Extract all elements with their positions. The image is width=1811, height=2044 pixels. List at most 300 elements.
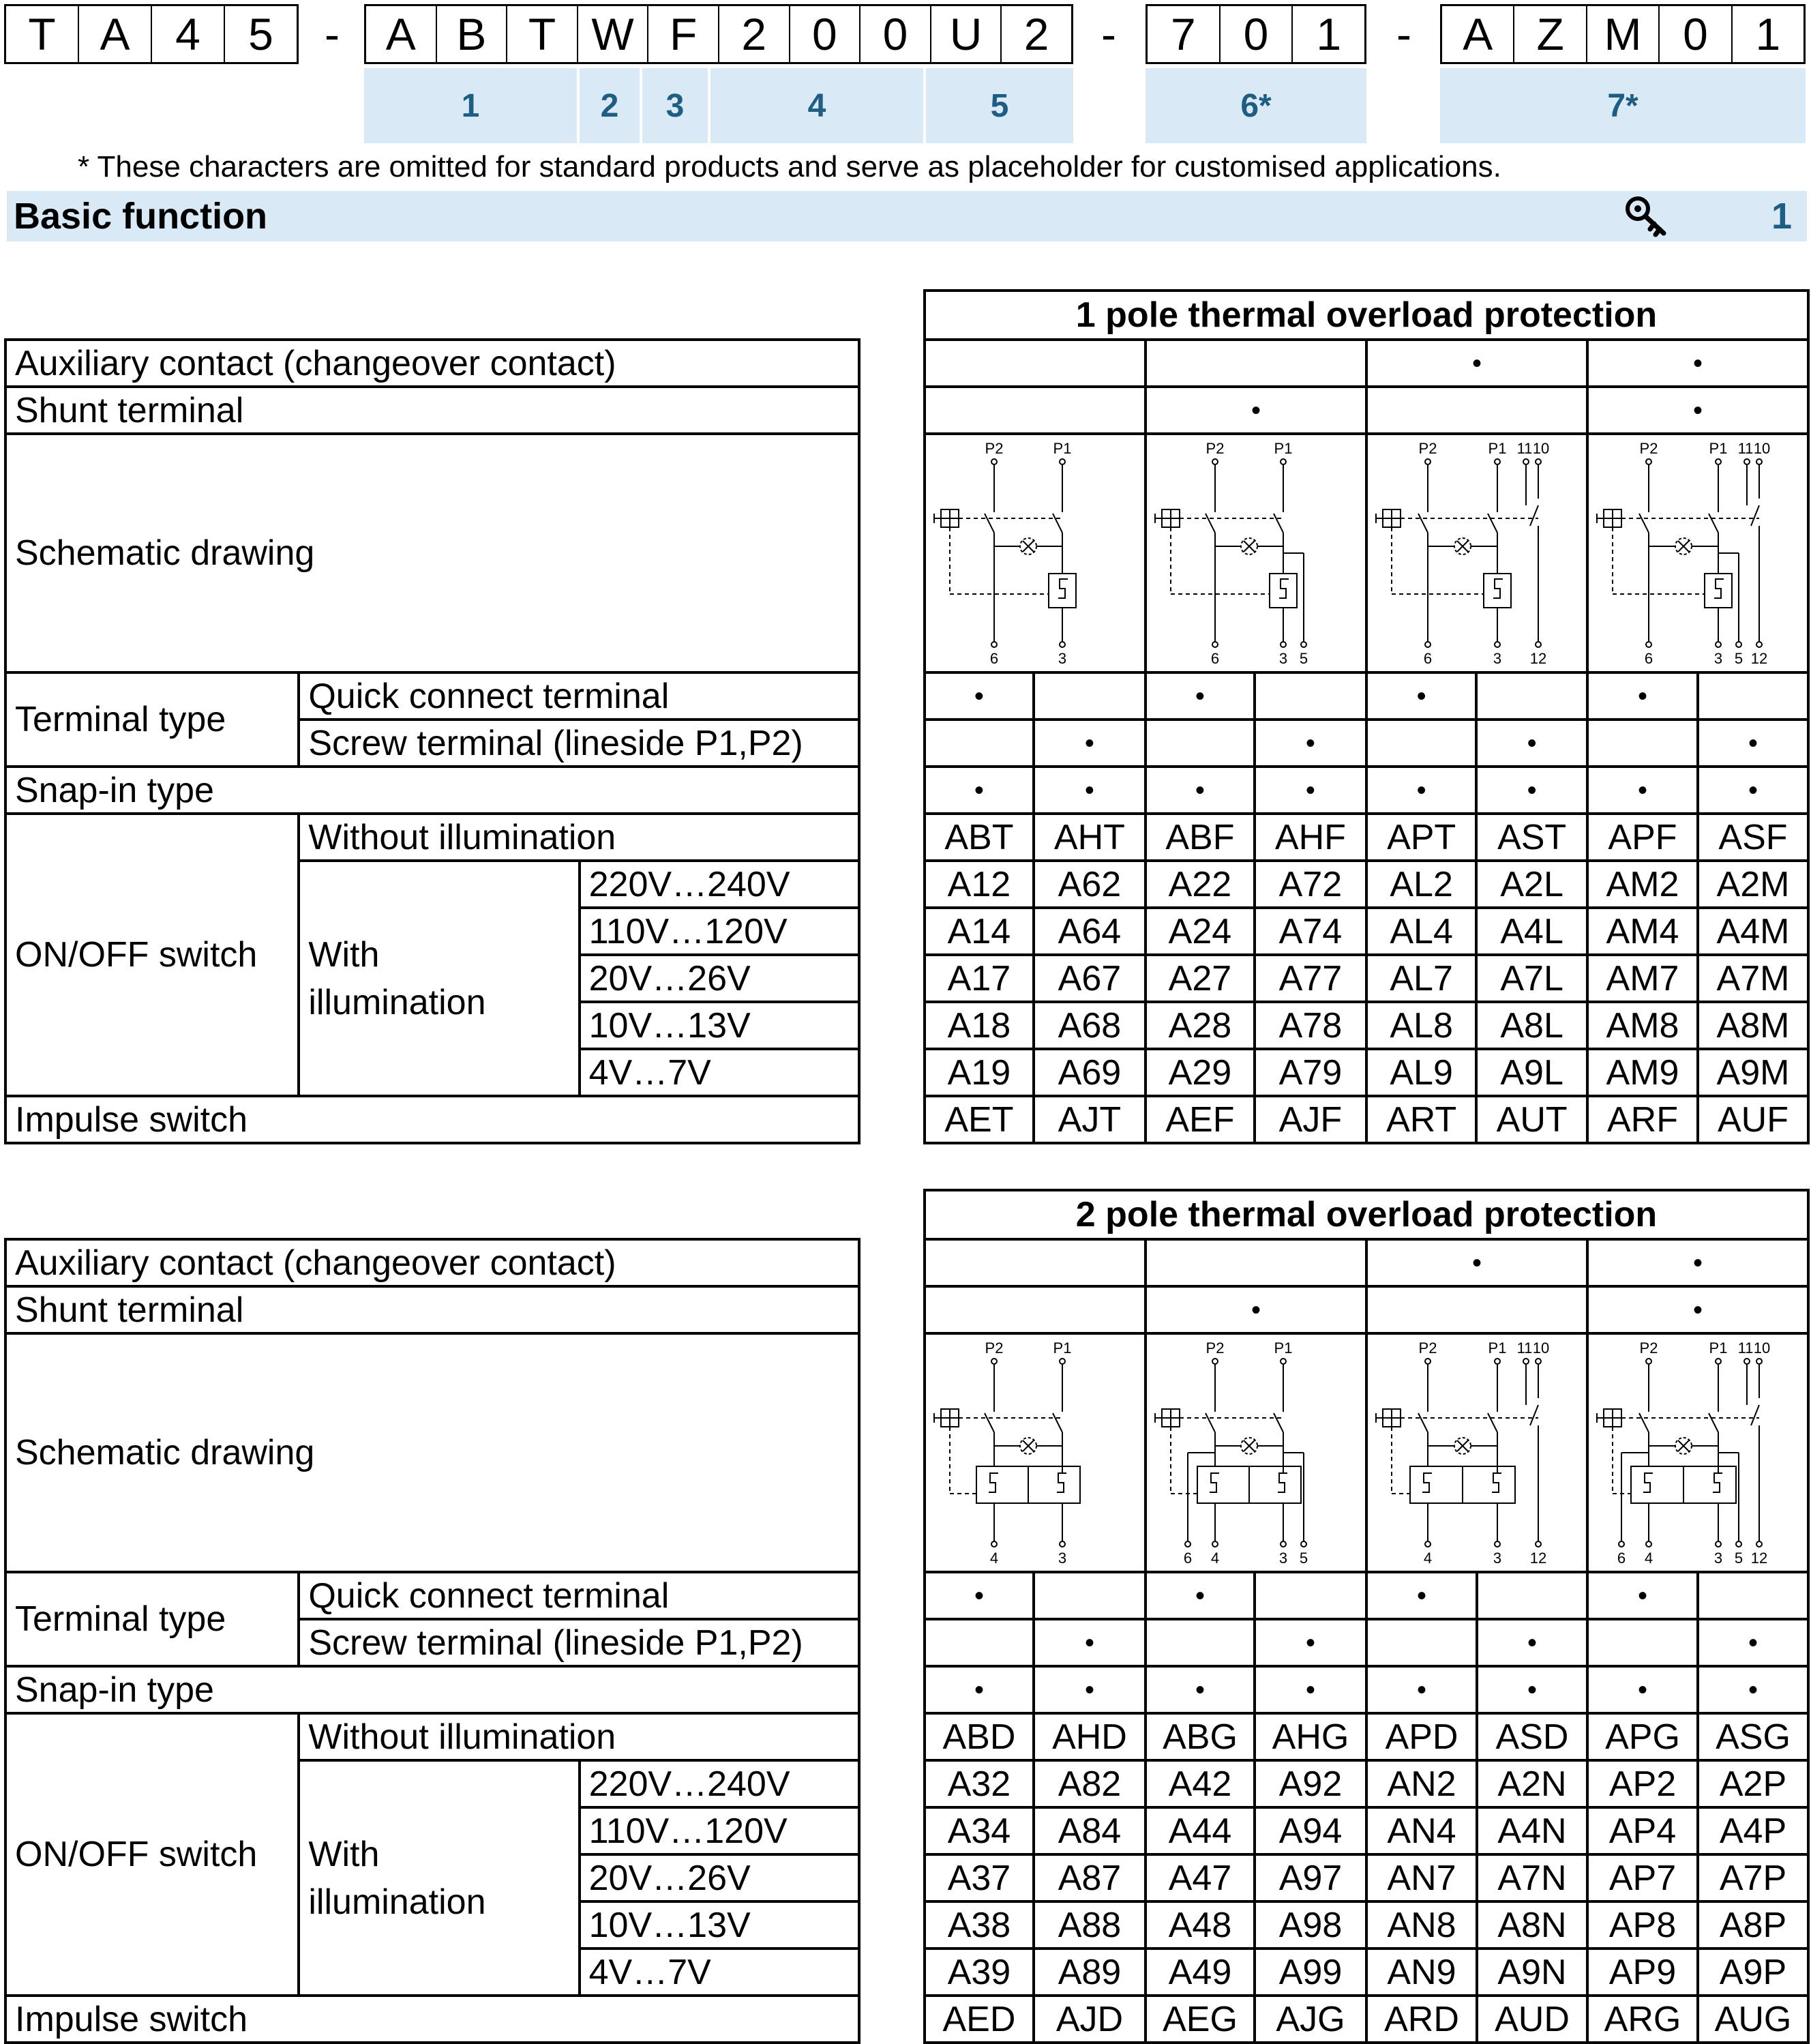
option-cell: • <box>1587 767 1698 814</box>
code-cell: A92 <box>1255 1760 1366 1807</box>
with-row <box>925 1901 1808 1949</box>
code-cell: A22 <box>1146 861 1255 908</box>
code-cell: ARD <box>1366 1996 1477 2043</box>
code-cell: ABT <box>925 814 1034 861</box>
terminal-label: 5 <box>1299 650 1308 667</box>
terminal-label: P2 <box>1418 440 1437 457</box>
option-cell: • <box>925 1666 1034 1713</box>
code-cell: AP7 <box>1587 1854 1698 1901</box>
schematic-drawing <box>1366 1333 1587 1572</box>
code-cell: A82 <box>1034 1760 1146 1807</box>
option-cell: • <box>1146 672 1255 720</box>
aux-row <box>925 340 1808 387</box>
code-char: F <box>647 6 718 62</box>
impulse-row <box>925 1096 1808 1143</box>
code-cell: AN8 <box>1366 1901 1477 1949</box>
code-cell: A12 <box>925 861 1034 908</box>
screw-row <box>925 1619 1808 1666</box>
code-cell: A7L <box>1476 955 1587 1002</box>
schematic-svg <box>926 1337 1144 1569</box>
code-cell: A28 <box>1146 1002 1255 1049</box>
aux-cell: • <box>1587 1239 1808 1286</box>
code-cell: AUT <box>1476 1096 1587 1143</box>
option-cell: • <box>1587 1572 1698 1619</box>
option-cell <box>1587 720 1698 767</box>
with-row <box>925 1002 1808 1049</box>
schematic-svg <box>926 437 1144 669</box>
code-group-1 <box>4 4 299 64</box>
code-cell: A8L <box>1476 1002 1587 1049</box>
label-snap: Snap-in type <box>5 767 859 814</box>
label-voltage: 10V…13V <box>580 1002 859 1049</box>
code-cell: A9N <box>1477 1949 1587 1996</box>
option-cell: • <box>1476 720 1587 767</box>
terminal-label: P1 <box>1274 440 1293 457</box>
code-cell: ABG <box>1146 1713 1255 1760</box>
code-cell: AHG <box>1255 1713 1366 1760</box>
code-cell: A24 <box>1146 908 1255 955</box>
schematic-svg <box>1368 437 1586 669</box>
with-row <box>925 861 1808 908</box>
position-label: 6* <box>1146 68 1366 143</box>
terminal-label: P1 <box>1709 1339 1728 1357</box>
code-cell: A42 <box>1146 1760 1255 1807</box>
terminal-label: 3 <box>1493 1550 1502 1567</box>
code-char: M <box>1586 6 1658 62</box>
option-cell: • <box>1476 767 1587 814</box>
code-cell: A87 <box>1034 1854 1146 1901</box>
schematic-svg <box>1368 1337 1586 1569</box>
position-label: 3 <box>642 68 708 143</box>
code-cell: AN4 <box>1366 1807 1477 1854</box>
code-char: T <box>28 9 56 59</box>
shunt-cell <box>1366 387 1587 434</box>
code-cell: A39 <box>925 1949 1034 1996</box>
terminal-label: 6 <box>989 650 999 667</box>
footnote: * These characters are omitted for standard products and serve as placeholder for customised applications. <box>78 150 1501 183</box>
label-without: Without illumination <box>299 1713 859 1760</box>
label-voltage: 4V…7V <box>580 1049 859 1096</box>
schematic-svg <box>1589 437 1807 669</box>
option-cell: • <box>1587 672 1698 720</box>
code-cell: AP2 <box>1587 1760 1698 1807</box>
code-char: 0 <box>859 6 930 62</box>
shunt-cell <box>1366 1286 1587 1333</box>
terminal-label: 11 <box>1516 440 1533 457</box>
shunt-cell <box>925 1286 1146 1333</box>
code-char: 0 <box>1219 6 1292 62</box>
terminal-label: 10 <box>1532 440 1550 457</box>
code-cell: AP4 <box>1587 1807 1698 1854</box>
with-row <box>925 955 1808 1002</box>
aux-cell: • <box>1587 340 1808 387</box>
option-cell <box>1034 1572 1146 1619</box>
code-cell: APT <box>1366 814 1476 861</box>
key-icon <box>1624 195 1668 237</box>
code-cell: A27 <box>1146 955 1255 1002</box>
code-char: 4 <box>151 6 224 62</box>
code-char: Z <box>1513 6 1585 62</box>
code-cell: AL7 <box>1366 955 1476 1002</box>
code-cell: A9L <box>1476 1049 1587 1096</box>
position-label: 2 <box>580 68 640 143</box>
code-char: 1 <box>1291 6 1364 62</box>
with-row <box>925 1807 1808 1854</box>
table1-data <box>923 289 1810 1144</box>
code-cell: A72 <box>1255 861 1366 908</box>
aux-cell: • <box>1366 1239 1587 1286</box>
code-separator: - <box>1101 9 1116 59</box>
shunt-cell: • <box>1146 1286 1366 1333</box>
label-quick: Quick connect terminal <box>299 1572 859 1619</box>
code-group-2 <box>364 4 1073 64</box>
code-cell: A38 <box>925 1901 1034 1949</box>
code-cell: AHF <box>1255 814 1366 861</box>
shunt-cell <box>925 387 1146 434</box>
terminal-label: 5 <box>1299 1550 1308 1567</box>
code-cell: A44 <box>1146 1807 1255 1854</box>
aux-cell <box>1146 1239 1366 1286</box>
label-aux: Auxiliary contact (changeover contact) <box>5 340 859 387</box>
option-cell <box>1698 672 1808 720</box>
label-voltage: 110V…120V <box>580 908 859 955</box>
code-cell: A18 <box>925 1002 1034 1049</box>
shunt-cell: • <box>1146 387 1366 434</box>
label-onoff: ON/OFF switch <box>5 814 299 1096</box>
terminal-label: 3 <box>1058 1550 1067 1567</box>
option-cell: • <box>1477 1666 1587 1713</box>
option-cell: • <box>1698 767 1808 814</box>
label-screw: Screw terminal (lineside P1,P2) <box>299 720 859 767</box>
code-char: 0 <box>1658 6 1731 62</box>
label-with: With illumination <box>299 1760 579 1996</box>
code-cell: A14 <box>925 908 1034 955</box>
code-cell: A62 <box>1034 861 1146 908</box>
without-row <box>925 1713 1808 1760</box>
code-cell: A4P <box>1698 1807 1808 1854</box>
table2-data <box>923 1189 1810 2044</box>
option-cell: • <box>1698 1619 1808 1666</box>
position-label: 5 <box>926 68 1073 143</box>
snap-row <box>925 1666 1808 1713</box>
terminal-label: P1 <box>1709 440 1728 457</box>
terminal-label: 4 <box>1644 1550 1653 1567</box>
code-cell: A8P <box>1698 1901 1808 1949</box>
code-cell: A8N <box>1477 1901 1587 1949</box>
option-cell: • <box>925 1572 1034 1619</box>
code-cell: A8M <box>1698 1002 1808 1049</box>
code-group-4 <box>1440 4 1806 64</box>
terminal-label: 12 <box>1750 650 1768 667</box>
code-char: 2 <box>1000 6 1071 62</box>
code-cell: AJG <box>1255 1996 1366 2043</box>
code-char: U <box>930 6 1001 62</box>
schematic-drawing <box>1146 434 1366 672</box>
code-cell: A47 <box>1146 1854 1255 1901</box>
with-row <box>925 908 1808 955</box>
label-screw: Screw terminal (lineside P1,P2) <box>299 1619 859 1666</box>
option-cell: • <box>1146 1572 1255 1619</box>
label-terminal-type: Terminal type <box>5 672 299 767</box>
position-label: 1 <box>364 68 577 143</box>
option-cell: • <box>1698 1666 1808 1713</box>
label-voltage: 220V…240V <box>580 861 859 908</box>
option-cell: • <box>925 672 1034 720</box>
code-cell: AEG <box>1146 1996 1255 2043</box>
option-cell <box>1698 1572 1808 1619</box>
code-cell: AM8 <box>1587 1002 1698 1049</box>
terminal-label: 4 <box>1423 1550 1433 1567</box>
option-cell: • <box>1477 1619 1587 1666</box>
code-cell: AL9 <box>1366 1049 1476 1096</box>
label-schematic: Schematic drawing <box>5 1333 859 1572</box>
option-cell: • <box>1366 1572 1477 1619</box>
option-cell <box>1366 1619 1477 1666</box>
code-cell: A77 <box>1255 955 1366 1002</box>
option-cell <box>925 1619 1034 1666</box>
terminal-label: P2 <box>985 1339 1004 1357</box>
code-cell: A7M <box>1698 955 1808 1002</box>
code-cell: A2N <box>1477 1760 1587 1807</box>
code-cell: A4N <box>1477 1807 1587 1854</box>
terminal-label: 5 <box>1734 1550 1743 1567</box>
code-cell: AJT <box>1034 1096 1146 1143</box>
code-cell: A4L <box>1476 908 1587 955</box>
terminal-label: 11 <box>1737 1339 1754 1357</box>
code-cell: APG <box>1587 1713 1698 1760</box>
position-label: 7* <box>1440 68 1806 143</box>
terminal-label: 3 <box>1713 1550 1723 1567</box>
option-cell: • <box>1698 720 1808 767</box>
code-cell: AM7 <box>1587 955 1698 1002</box>
table1-labels <box>4 338 860 1144</box>
code-separator: - <box>325 9 340 59</box>
option-cell <box>1476 672 1587 720</box>
code-char: T <box>506 6 577 62</box>
code-char: W <box>577 6 648 62</box>
code-cell: A37 <box>925 1854 1034 1901</box>
terminal-label: 6 <box>1210 650 1220 667</box>
section-title: Basic function <box>14 196 268 237</box>
terminal-label: 3 <box>1278 1550 1288 1567</box>
code-char: A <box>78 6 151 62</box>
code-cell: AL4 <box>1366 908 1476 955</box>
code-cell: AST <box>1476 814 1587 861</box>
with-row <box>925 1049 1808 1096</box>
option-cell: • <box>1034 1619 1146 1666</box>
code-cell: ABD <box>925 1713 1034 1760</box>
label-voltage: 110V…120V <box>580 1807 859 1854</box>
terminal-label: P2 <box>985 440 1004 457</box>
terminal-label: 6 <box>1644 650 1653 667</box>
option-cell: • <box>1034 767 1146 814</box>
option-cell <box>1034 672 1146 720</box>
label-onoff: ON/OFF switch <box>5 1713 299 1996</box>
label-voltage: 10V…13V <box>580 1901 859 1949</box>
aux-row <box>925 1239 1808 1286</box>
schematic-drawing <box>1366 434 1587 672</box>
quick-row <box>925 1572 1808 1619</box>
option-cell: • <box>1366 767 1476 814</box>
code-cell: ASG <box>1698 1713 1808 1760</box>
terminal-label: 10 <box>1753 1339 1771 1357</box>
code-cell: AL2 <box>1366 861 1476 908</box>
schematic-row <box>925 434 1808 672</box>
shunt-cell: • <box>1587 1286 1808 1333</box>
code-cell: A48 <box>1146 1901 1255 1949</box>
terminal-label: P2 <box>1639 440 1658 457</box>
schematic-svg <box>1589 1337 1807 1569</box>
option-cell: • <box>1255 720 1366 767</box>
terminal-label: P2 <box>1206 440 1225 457</box>
with-row <box>925 1854 1808 1901</box>
code-cell: AHD <box>1034 1713 1146 1760</box>
aux-cell <box>925 340 1146 387</box>
code-cell: AJF <box>1255 1096 1366 1143</box>
code-cell: A78 <box>1255 1002 1366 1049</box>
code-cell: A17 <box>925 955 1034 1002</box>
code-cell: A84 <box>1034 1807 1146 1854</box>
code-cell: AN2 <box>1366 1760 1477 1807</box>
terminal-label: 6 <box>1617 1550 1626 1567</box>
code-char: 5 <box>224 6 297 62</box>
label-snap: Snap-in type <box>5 1666 859 1713</box>
terminal-label: 6 <box>1423 650 1433 667</box>
terminal-label: 10 <box>1532 1339 1550 1357</box>
code-char: A <box>385 9 416 59</box>
code-cell: AP8 <box>1587 1901 1698 1949</box>
code-cell: A97 <box>1255 1854 1366 1901</box>
code-cell: A4M <box>1698 908 1808 955</box>
code-cell: A9M <box>1698 1049 1808 1096</box>
terminal-label: 3 <box>1713 650 1723 667</box>
code-cell: AP9 <box>1587 1949 1698 1996</box>
table-title: 1 pole thermal overload protection <box>925 291 1808 340</box>
option-cell: • <box>925 767 1034 814</box>
schematic-drawing <box>925 434 1146 672</box>
option-cell <box>925 720 1034 767</box>
option-cell: • <box>1255 1619 1366 1666</box>
terminal-label: P1 <box>1053 1339 1072 1357</box>
code-cell: A79 <box>1255 1049 1366 1096</box>
code-cell: A89 <box>1034 1949 1146 1996</box>
option-cell: • <box>1366 672 1476 720</box>
snap-row <box>925 767 1808 814</box>
terminal-label: P2 <box>1639 1339 1658 1357</box>
label-voltage: 20V…26V <box>580 955 859 1002</box>
schematic-drawing <box>1587 1333 1808 1572</box>
code-cell: AJD <box>1034 1996 1146 2043</box>
option-cell <box>1146 720 1255 767</box>
code-cell: A64 <box>1034 908 1146 955</box>
code-group-3 <box>1146 4 1366 64</box>
code-cell: A99 <box>1255 1949 1366 1996</box>
option-cell <box>1587 1619 1698 1666</box>
label-impulse: Impulse switch <box>5 1996 859 2043</box>
terminal-label: 12 <box>1529 650 1547 667</box>
terminal-label: 4 <box>1210 1550 1220 1567</box>
code-char: 7 <box>1170 9 1196 59</box>
terminal-label: 4 <box>989 1550 999 1567</box>
schematic-row <box>925 1333 1808 1572</box>
terminal-label: 10 <box>1753 440 1771 457</box>
terminal-label: P1 <box>1488 440 1507 457</box>
code-cell: AN7 <box>1366 1854 1477 1901</box>
code-cell: A19 <box>925 1049 1034 1096</box>
code-cell: AET <box>925 1096 1034 1143</box>
option-cell: • <box>1255 767 1366 814</box>
code-char: A <box>1463 9 1493 59</box>
code-cell: ARF <box>1587 1096 1698 1143</box>
terminal-label: P2 <box>1206 1339 1225 1357</box>
label-voltage: 4V…7V <box>580 1949 859 1996</box>
quick-row <box>925 672 1808 720</box>
code-cell: A2L <box>1476 861 1587 908</box>
terminal-label: 11 <box>1737 440 1754 457</box>
schematic-svg <box>1147 437 1365 669</box>
code-cell: AN9 <box>1366 1949 1477 1996</box>
code-cell: AUG <box>1698 1996 1808 2043</box>
code-cell: AM2 <box>1587 861 1698 908</box>
option-cell: • <box>1034 1666 1146 1713</box>
code-cell: A34 <box>925 1807 1034 1854</box>
code-cell: A74 <box>1255 908 1366 955</box>
code-cell: ASF <box>1698 814 1808 861</box>
option-cell <box>1366 720 1476 767</box>
code-cell: ART <box>1366 1096 1476 1143</box>
option-cell: • <box>1146 1666 1255 1713</box>
table-title: 2 pole thermal overload protection <box>925 1190 1808 1239</box>
code-cell: ARG <box>1587 1996 1698 2043</box>
with-row <box>925 1760 1808 1807</box>
terminal-label: 11 <box>1516 1339 1533 1357</box>
shunt-row <box>925 1286 1808 1333</box>
code-cell: AM9 <box>1587 1049 1698 1096</box>
option-cell: • <box>1587 1666 1698 1713</box>
schematic-drawing <box>1587 434 1808 672</box>
code-cell: AHT <box>1034 814 1146 861</box>
impulse-row <box>925 1996 1808 2043</box>
code-cell: A69 <box>1034 1049 1146 1096</box>
label-without: Without illumination <box>299 814 859 861</box>
option-cell: • <box>1255 1666 1366 1713</box>
section-header <box>7 191 1807 241</box>
aux-cell: • <box>1366 340 1587 387</box>
code-cell: AED <box>925 1996 1034 2043</box>
code-cell: A98 <box>1255 1901 1366 1949</box>
option-cell <box>1146 1619 1255 1666</box>
option-cell <box>1255 672 1366 720</box>
terminal-label: P1 <box>1488 1339 1507 1357</box>
label-schematic: Schematic drawing <box>5 434 859 672</box>
label-quick: Quick connect terminal <box>299 672 859 720</box>
code-separator: - <box>1396 9 1411 59</box>
without-row <box>925 814 1808 861</box>
code-cell: A68 <box>1034 1002 1146 1049</box>
label-voltage: 20V…26V <box>580 1854 859 1901</box>
option-cell <box>1477 1572 1587 1619</box>
code-cell: A9P <box>1698 1949 1808 1996</box>
terminal-label: 12 <box>1529 1550 1547 1567</box>
option-cell: • <box>1034 720 1146 767</box>
code-cell: A29 <box>1146 1049 1255 1096</box>
code-char: 0 <box>789 6 860 62</box>
label-shunt: Shunt terminal <box>5 1286 859 1333</box>
code-cell: A7P <box>1698 1854 1808 1901</box>
code-cell: AL8 <box>1366 1002 1476 1049</box>
code-cell: A7N <box>1477 1854 1587 1901</box>
screw-row <box>925 720 1808 767</box>
